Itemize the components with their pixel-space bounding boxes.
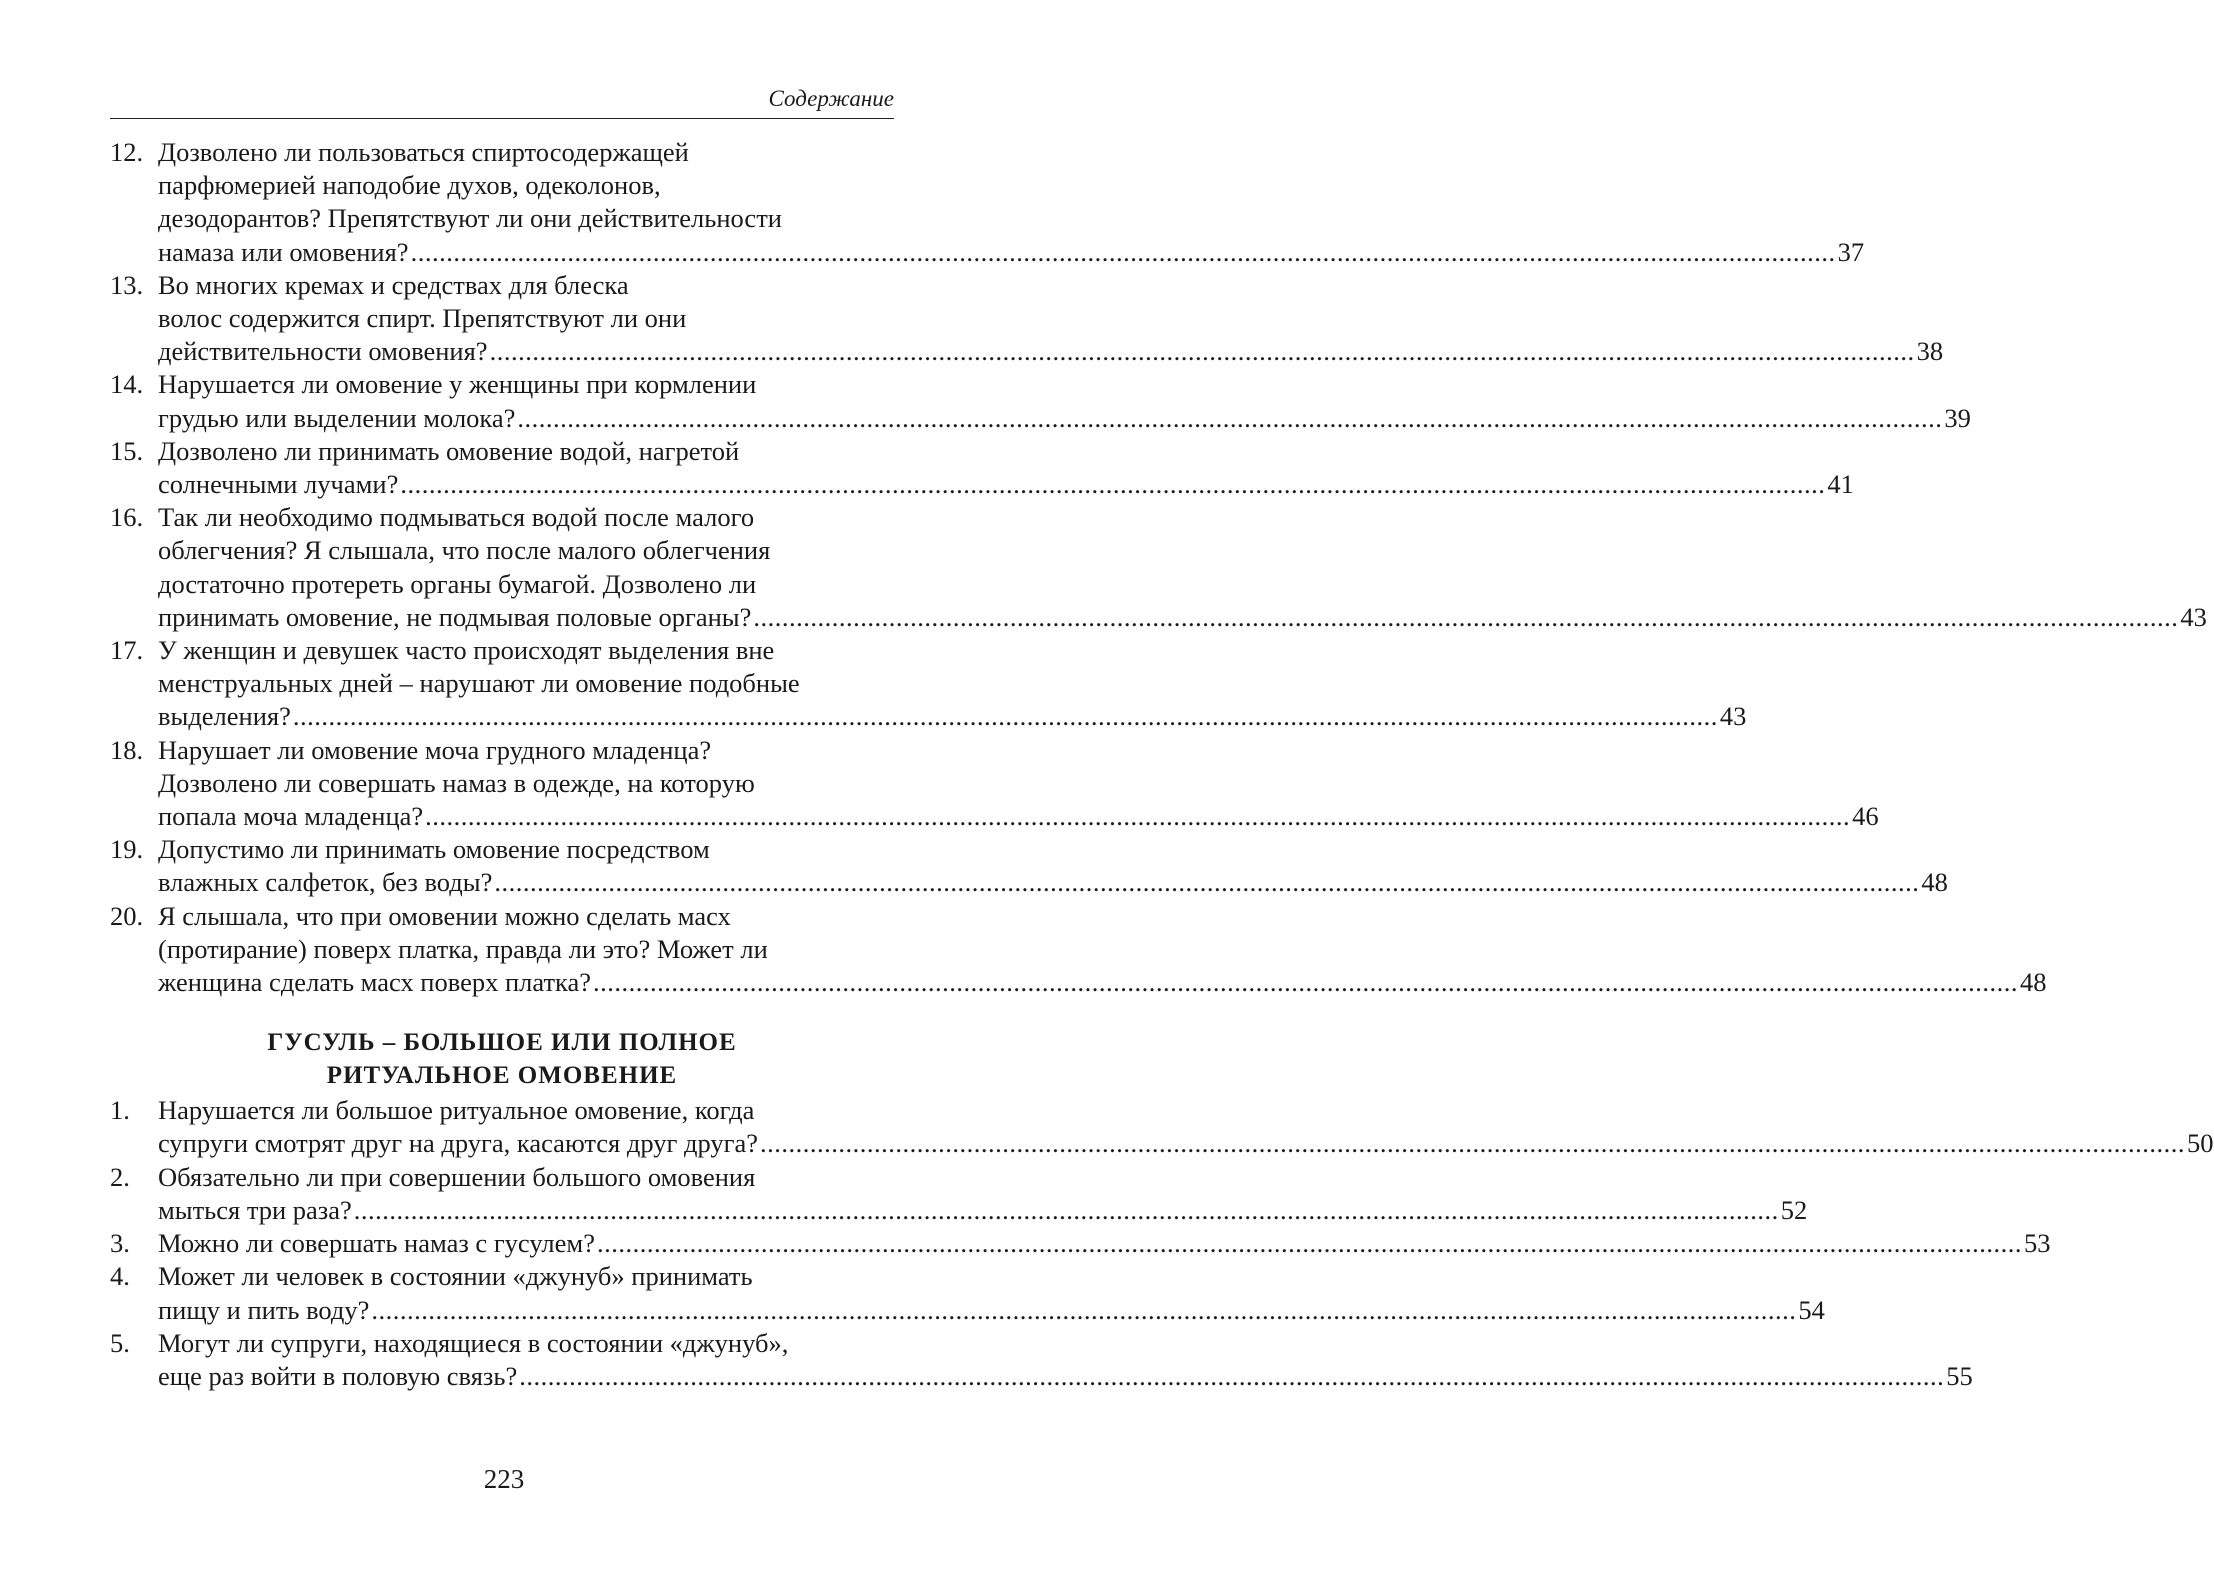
dot-leader: ........................................................................................................................................................................................................: [425, 801, 1851, 832]
toc-entry-line: женщина сделать масх поверх платка?: [158, 967, 592, 998]
toc-entry-last-line: [158, 1360, 1973, 1393]
page-number: 223: [483, 1464, 525, 1494]
toc-entry: [110, 269, 1944, 369]
toc-page-number: 37: [1837, 236, 1865, 267]
section-heading-line: РИТУАЛЬНОЕ ОМОВЕНИЕ: [326, 1062, 678, 1090]
section-heading: [110, 1026, 894, 1092]
toc-entry-line: Может ли человек в состоянии «джунуб» принимать: [158, 1261, 753, 1292]
toc-entry: [110, 1161, 1808, 1227]
toc-entry-line: Нарушает ли омовение моча грудного младенца?: [158, 734, 712, 765]
toc-entry-line: Так ли необходимо подмываться водой после малого: [158, 502, 755, 533]
toc-group-wudu: [110, 136, 2207, 999]
toc-entry: [110, 1094, 2214, 1160]
toc-entry-line: дезодорантов? Препятствуют ли они действительности: [158, 203, 782, 234]
dot-leader: ........................................................................................................................................................................................................: [494, 867, 1920, 898]
dot-leader: ........................................................................................................................................................................................................: [353, 1194, 1779, 1225]
toc-entry-last-line: [158, 1127, 2214, 1160]
toc-entry-line: менструальных дней – нарушают ли омовение подобные: [158, 668, 800, 699]
toc-entry-last-line: [158, 1294, 1825, 1327]
toc-entry-number: 16.: [110, 502, 144, 533]
toc-entry: [110, 136, 1865, 269]
toc-entry-line: принимать омовение, не подмывая половые органы?: [158, 601, 752, 632]
toc-entry-line: Можно ли совершать намаз с гусулем?: [158, 1228, 595, 1259]
toc-entry-line: супруги смотрят друг на друга, касаются друг друга?: [158, 1128, 759, 1159]
table-of-contents: [110, 136, 2214, 1393]
toc-entry-line: грудью или выделении молока?: [158, 402, 516, 433]
toc-entry-last-line: [158, 866, 1948, 899]
toc-page-number: 53: [2023, 1228, 2051, 1259]
toc-entry-line: выделения?: [158, 701, 291, 732]
toc-entry-line: Обязательно ли при совершении большого омовения: [158, 1161, 756, 1192]
dot-leader: ........................................................................................................................................................................................................: [400, 469, 1826, 500]
toc-page-number: 50: [2187, 1128, 2214, 1159]
toc-entry-line: влажных салфеток, без воды?: [158, 867, 493, 898]
toc-entry: [110, 1327, 1973, 1393]
toc-entry-line: попала моча младенца?: [158, 801, 424, 832]
dot-leader: ........................................................................................................................................................................................................: [517, 402, 1943, 433]
toc-entry-last-line: [158, 700, 1747, 733]
running-head: Содержание: [768, 86, 894, 111]
toc-entry-line: (протирание) поверх платка, правда ли это? Может ли: [158, 933, 768, 964]
toc-entry-last-line: [158, 966, 2047, 999]
section-heading-line: ГУСУЛЬ – БОЛЬШОЕ ИЛИ ПОЛНОЕ: [267, 1029, 737, 1057]
toc-page-number: 41: [1827, 469, 1854, 500]
toc-entry-last-line: [158, 468, 1854, 501]
toc-entry-line: У женщин и девушек часто происходят выделения вне: [158, 635, 775, 666]
dot-leader: ........................................................................................................................................................................................................: [371, 1294, 1797, 1325]
toc-entry-line: пищу и пить воду?: [158, 1294, 370, 1325]
toc-entry-line: еще раз войти в половую связь?: [158, 1360, 518, 1391]
toc-entry-line: действительности омовения?: [158, 336, 488, 367]
toc-entry-line: намаза или омовения?: [158, 236, 409, 267]
toc-page-number: 55: [1946, 1360, 1973, 1391]
toc-entry-line: достаточно протереть органы бумагой. Дозволено ли: [158, 568, 757, 599]
toc-group-ghusl: [110, 1094, 2214, 1393]
toc-entry-line: облегчения? Я слышала, что после малого облегчения: [158, 535, 771, 566]
toc-entry-line: солнечными лучами?: [158, 469, 399, 500]
dot-leader: ........................................................................................................................................................................................................: [292, 701, 1718, 732]
toc-entry-line: Допустимо ли принимать омовение посредством: [158, 834, 710, 865]
dot-leader: ........................................................................................................................................................................................................: [519, 1360, 1945, 1391]
toc-entry-line: Дозволено ли совершать намаз в одежде, на которую: [158, 767, 755, 798]
toc-entry-number: 14.: [110, 369, 144, 400]
toc-entry-line: Нарушается ли большое ритуальное омовение, когда: [158, 1095, 755, 1126]
toc-entry: [110, 734, 1879, 834]
toc-page-number: 52: [1780, 1194, 1808, 1225]
toc-entry-number: 13.: [110, 269, 144, 300]
toc-page-number: 48: [1921, 867, 1948, 898]
toc-entry: [110, 900, 2047, 1000]
dot-leader: ........................................................................................................................................................................................................: [760, 1128, 2186, 1159]
toc-entry-last-line: [158, 236, 1865, 269]
toc-entry-last-line: [158, 800, 1879, 833]
header-rule: [110, 118, 894, 119]
toc-entry-line: парфюмерией наподобие духов, одеколонов,: [158, 170, 661, 201]
toc-entry-number: 3.: [110, 1228, 130, 1259]
toc-entry-last-line: [158, 1227, 2051, 1260]
toc-entry: [110, 1227, 2051, 1260]
toc-entry: [110, 501, 2207, 634]
toc-entry-line: Дозволено ли пользоваться спиртосодержащей: [158, 137, 689, 167]
toc-entry: [110, 1260, 1825, 1326]
toc-entry-number: 15.: [110, 435, 144, 466]
toc-entry-line: Нарушается ли омовение у женщины при кормлении: [158, 369, 757, 400]
toc-entry-number: 2.: [110, 1161, 130, 1192]
dot-leader: ........................................................................................................................................................................................................: [753, 601, 2179, 632]
toc-entry: [110, 634, 1747, 734]
toc-entry-line: Могут ли супруги, находящиеся в состоянии «джунуб»,: [158, 1327, 789, 1358]
dot-leader: ........................................................................................................................................................................................................: [593, 967, 2019, 998]
toc-page-number: 48: [2020, 967, 2047, 998]
toc-entry-line: Во многих кремах и средствах для блеска: [158, 269, 629, 300]
toc-entry-number: 17.: [110, 635, 144, 666]
toc-entry-number: 5.: [110, 1327, 130, 1358]
toc-page-number: 43: [2180, 601, 2207, 632]
toc-entry: [110, 368, 1971, 434]
toc-entry-last-line: [158, 1194, 1808, 1227]
toc-page-number: 38: [1916, 336, 1944, 367]
toc-entry-line: Дозволено ли принимать омовение водой, нагретой: [158, 435, 740, 466]
toc-entry-number: 12.: [110, 137, 144, 167]
toc-entry-line: волос содержится спирт. Препятствуют ли они: [158, 303, 687, 334]
toc-entry: [110, 435, 1854, 501]
toc-page-number: 43: [1719, 701, 1747, 732]
toc-page-number: 46: [1852, 801, 1879, 832]
dot-leader: ........................................................................................................................................................................................................: [489, 336, 1915, 367]
toc-entry: [110, 833, 1948, 899]
toc-entry-number: 4.: [110, 1261, 130, 1292]
toc-entry-line: Я слышала, что при омовении можно сделать масх: [158, 900, 731, 931]
toc-entry-last-line: [158, 335, 1944, 368]
dot-leader: ........................................................................................................................................................................................................: [410, 236, 1836, 267]
toc-entry-number: 20.: [110, 900, 144, 931]
toc-entry-number: 18.: [110, 734, 144, 765]
toc-page-number: 39: [1944, 402, 1971, 433]
toc-page-number: 54: [1798, 1294, 1825, 1325]
toc-entry-line: мыться три раза?: [158, 1194, 352, 1225]
toc-entry-last-line: [158, 402, 1971, 435]
dot-leader: ........................................................................................................................................................................................................: [596, 1228, 2022, 1259]
toc-entry-last-line: [158, 601, 2207, 634]
toc-entry-number: 19.: [110, 834, 144, 865]
toc-entry-number: 1.: [110, 1095, 130, 1126]
